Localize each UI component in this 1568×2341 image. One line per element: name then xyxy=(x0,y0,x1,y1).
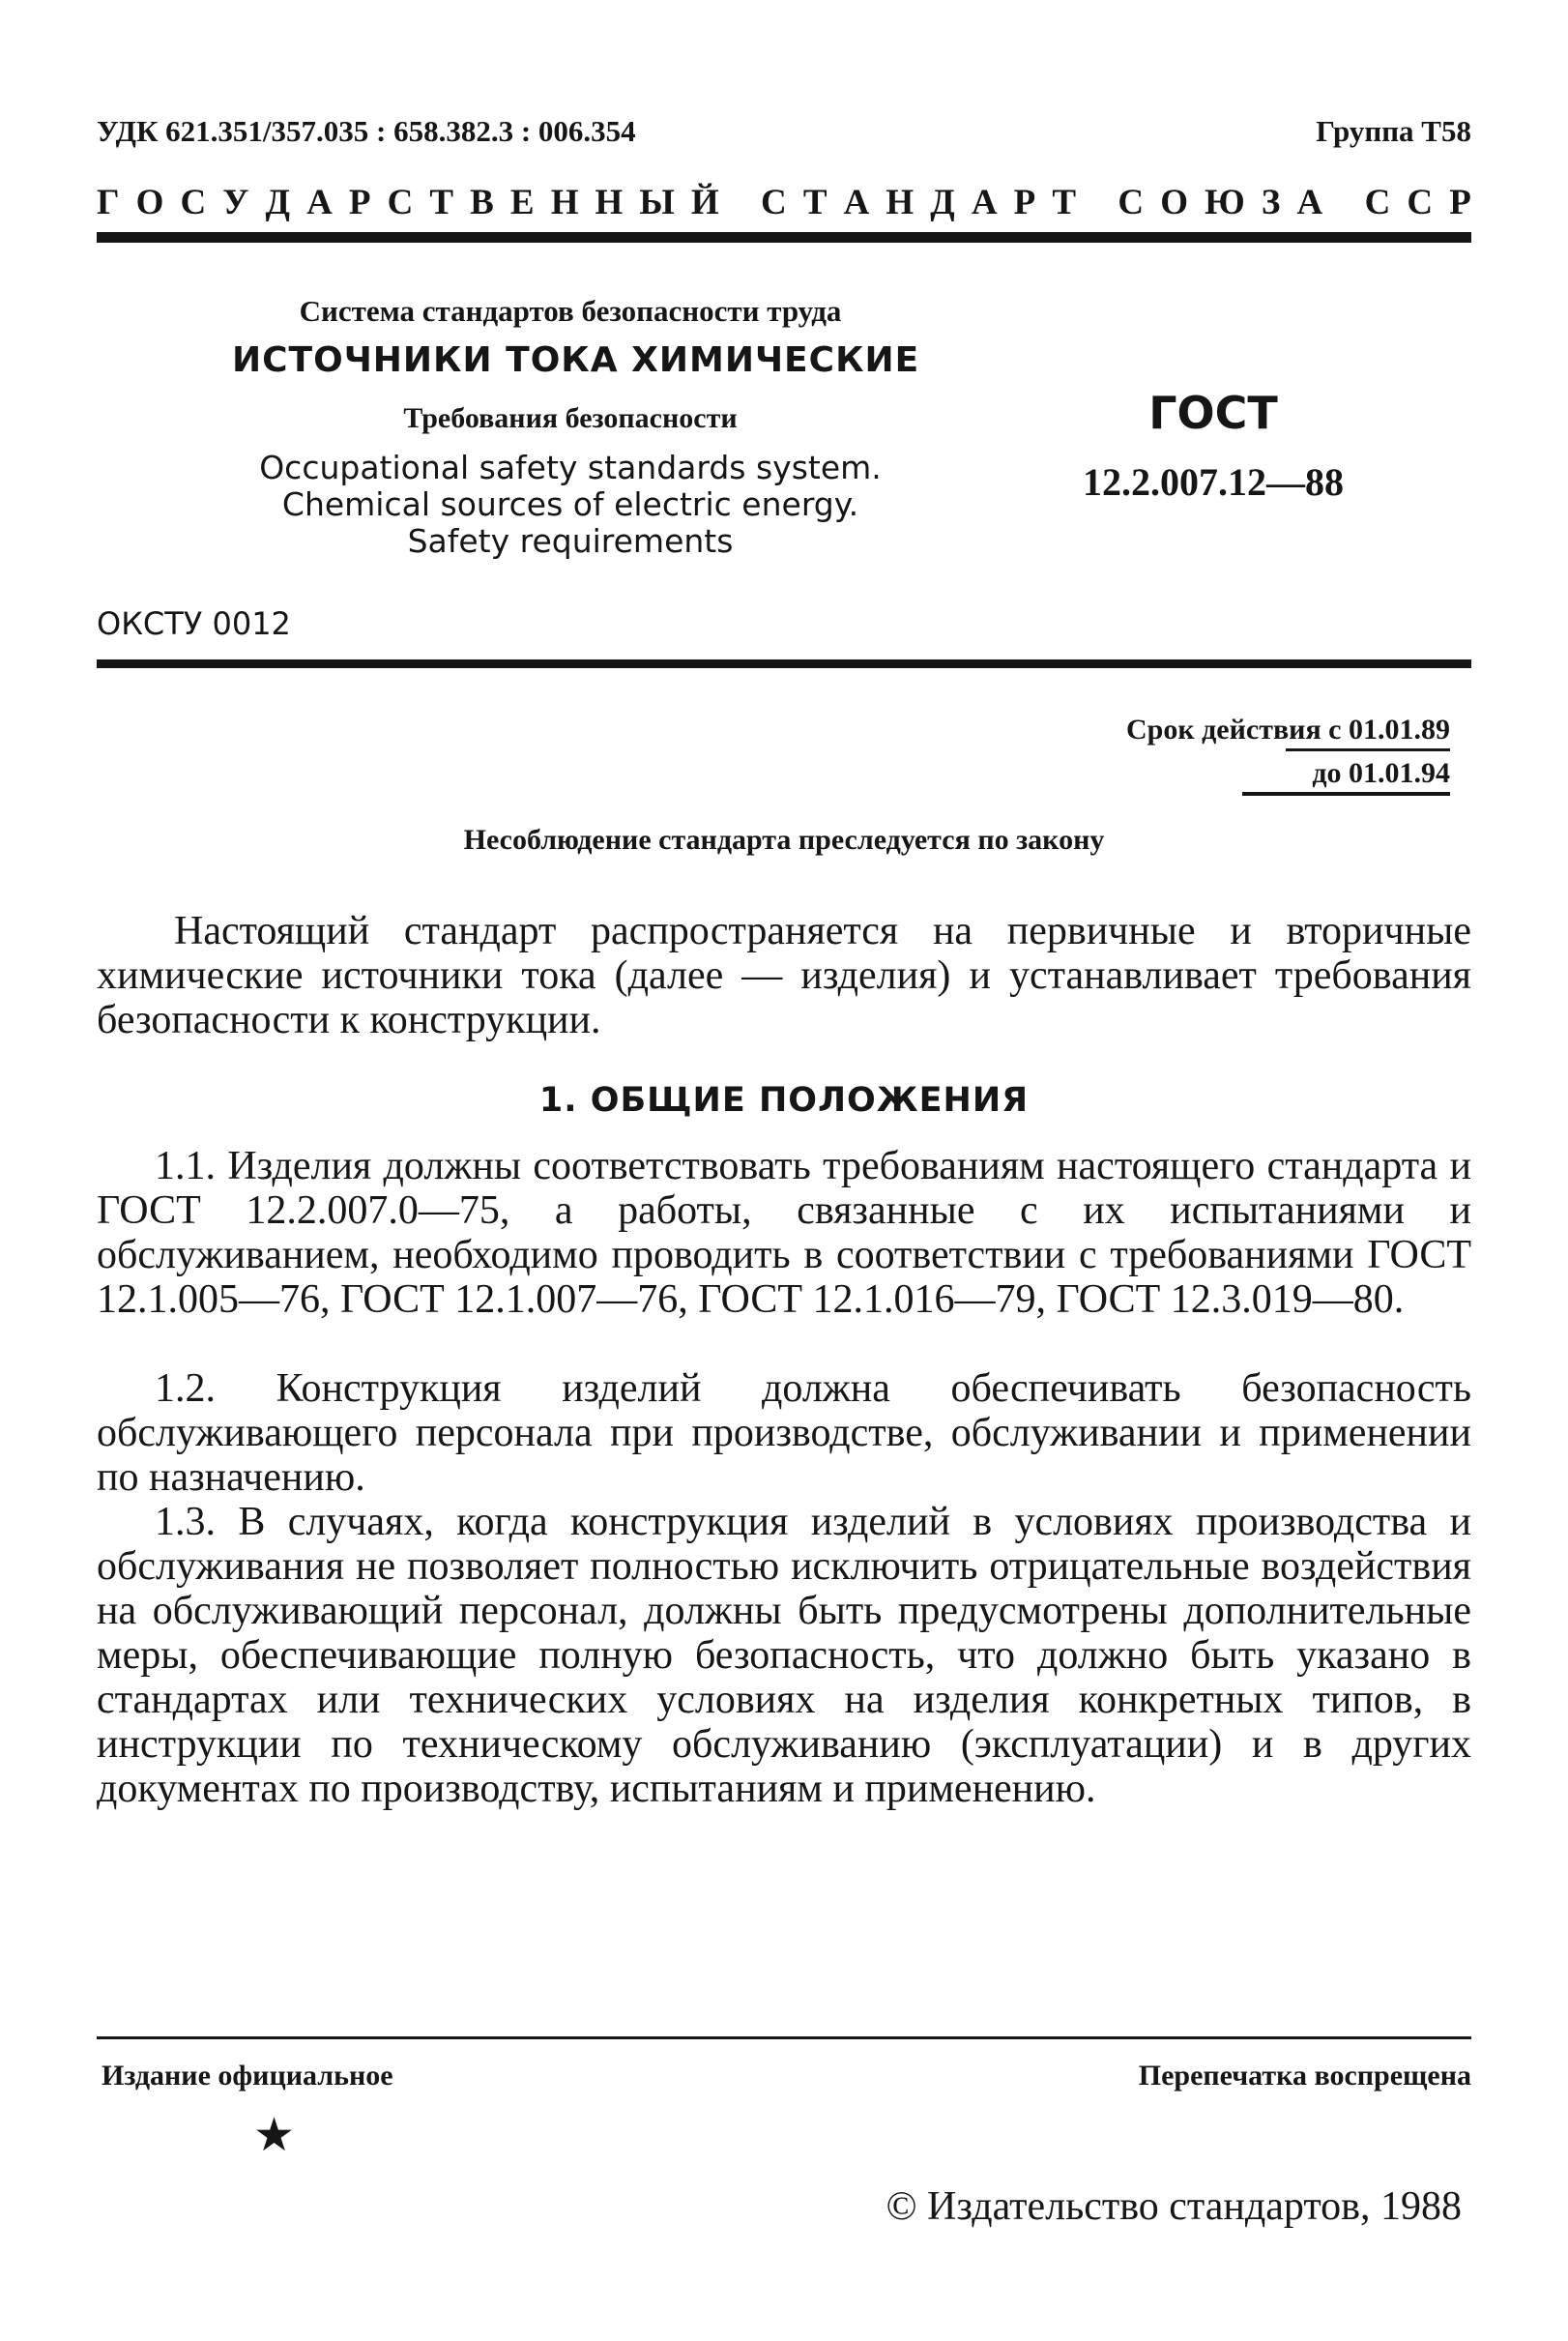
heading-letter: С xyxy=(1118,183,1145,222)
clause-1-2: 1.2. Конструкция изделий должна обеспечивать безопасность обслуживающего персонала при производстве, обслуживании и применении по назначению. xyxy=(97,1366,1471,1500)
heading-letter: Т xyxy=(429,183,454,222)
heading-letter: Е xyxy=(509,183,535,222)
heading-letter: Ы xyxy=(639,183,675,222)
gost-number: 12.2.007.12—88 xyxy=(1083,460,1344,504)
star-icon: ★ xyxy=(253,2110,296,2161)
copyright-notice: © Издательство стандартов, 1988 xyxy=(886,2184,1462,2229)
title-block-thick-rule xyxy=(97,659,1471,668)
heading-gap xyxy=(1092,182,1101,223)
heading-gap xyxy=(1339,182,1348,223)
standards-system-title: Система стандартов безопасности труда xyxy=(299,294,842,328)
heading-letter: О xyxy=(135,183,164,222)
heading-letter: Д xyxy=(265,183,290,222)
heading-letter: Р xyxy=(1013,183,1036,222)
document-title-en xyxy=(232,450,909,560)
validity-from: Срок действия с 01.01.89 xyxy=(1126,714,1450,746)
heading-letter: С xyxy=(1364,183,1391,222)
heading-letter: Н xyxy=(886,183,915,222)
okstu-code: ОКСТУ 0012 xyxy=(97,605,291,642)
group-code: Группа Т58 xyxy=(1316,114,1471,148)
state-standard-heading xyxy=(97,182,1471,223)
heading-letter: Н xyxy=(595,183,624,222)
heading-letter: О xyxy=(1160,183,1188,222)
heading-letter: С xyxy=(761,183,787,222)
gost-label: ГОСТ xyxy=(1148,387,1278,439)
heading-letter: Т xyxy=(1052,183,1076,222)
document-title-ru: ИСТОЧНИКИ ТОКА ХИМИЧЕСКИЕ xyxy=(232,340,920,380)
title-en-line-2: Chemical sources of electric energy. xyxy=(281,485,859,523)
validity-to: до 01.01.94 xyxy=(1312,757,1450,789)
footer-rule xyxy=(97,2036,1471,2039)
heading-letter: А xyxy=(843,183,870,222)
heading-letter: С xyxy=(387,183,414,222)
heading-gap xyxy=(736,182,744,223)
heading-letter: В xyxy=(470,183,494,222)
clause-1-1: 1.1. Изделия должны соответствовать требованиям настоящего стандарта и ГОСТ 12.2.007.0—75, а работы, связанные с их испытаниями и обслуживанием, необходимо проводить в соответствии с требованиями ГОСТ 12.1.005—76, ГОСТ 12.1.007—76, ГОСТ 12.1.016—79, ГОСТ 12.3.019—80. xyxy=(97,1144,1471,1322)
title-en-line-1: Occupational safety standards system. xyxy=(259,449,882,486)
reprint-prohibited-note: Перепечатка воспрещена xyxy=(1138,2060,1471,2092)
heading-letter: Н xyxy=(550,183,579,222)
heading-letter: Й xyxy=(690,183,719,222)
udc-code: УДК 621.351/357.035 : 658.382.3 : 006.354 xyxy=(97,114,636,148)
heading-letter: Р xyxy=(348,183,371,222)
law-notice: Несоблюдение стандарта преследуется по закону xyxy=(463,824,1105,856)
section-1-title: 1. ОБЩИЕ ПОЛОЖЕНИЯ xyxy=(538,1081,1030,1120)
heading-letter: Д xyxy=(930,183,955,222)
official-edition-note: Издание официальное xyxy=(102,2060,393,2092)
title-en-line-3: Safety requirements xyxy=(407,522,734,560)
heading-letter: З xyxy=(1261,183,1281,222)
heading-letter: Т xyxy=(802,183,828,222)
heading-letter: А xyxy=(1296,183,1323,222)
heading-letter: Р xyxy=(1449,183,1471,222)
clause-1-3: 1.3. В случаях, когда конструкция изделий в условиях производства и обслуживания не позволяет полностью исключить отрицательные воздействия на обслуживающий персонал, должны быть предусмотрены дополнительные меры, обеспечивающие полную безопасность, что должно быть указано в стандартах или технических условиях на изделия конкретных типов, в инструкции по техническому обслуживанию (эксплуатации) и в других документах по производству, испытаниям и применению. xyxy=(97,1500,1471,1811)
heading-letter: А xyxy=(306,183,333,222)
heading-letter: С xyxy=(180,183,207,222)
validity-from-underline xyxy=(1286,748,1450,751)
heading-letter: С xyxy=(1407,183,1434,222)
heading-letter: Г xyxy=(97,183,120,222)
validity-to-underline xyxy=(1242,792,1450,796)
heading-letter: У xyxy=(222,183,249,222)
intro-paragraph: Настоящий стандарт распространяется на первичные и вторичные химические источники тока (далее — изделия) и устанавливает требования безопасности к конструкции. xyxy=(97,909,1471,1042)
header-thick-rule xyxy=(97,232,1471,243)
document-subtitle-ru: Требования безопасности xyxy=(403,402,738,434)
heading-letter: Ю xyxy=(1205,183,1245,222)
heading-letter: А xyxy=(971,183,998,222)
